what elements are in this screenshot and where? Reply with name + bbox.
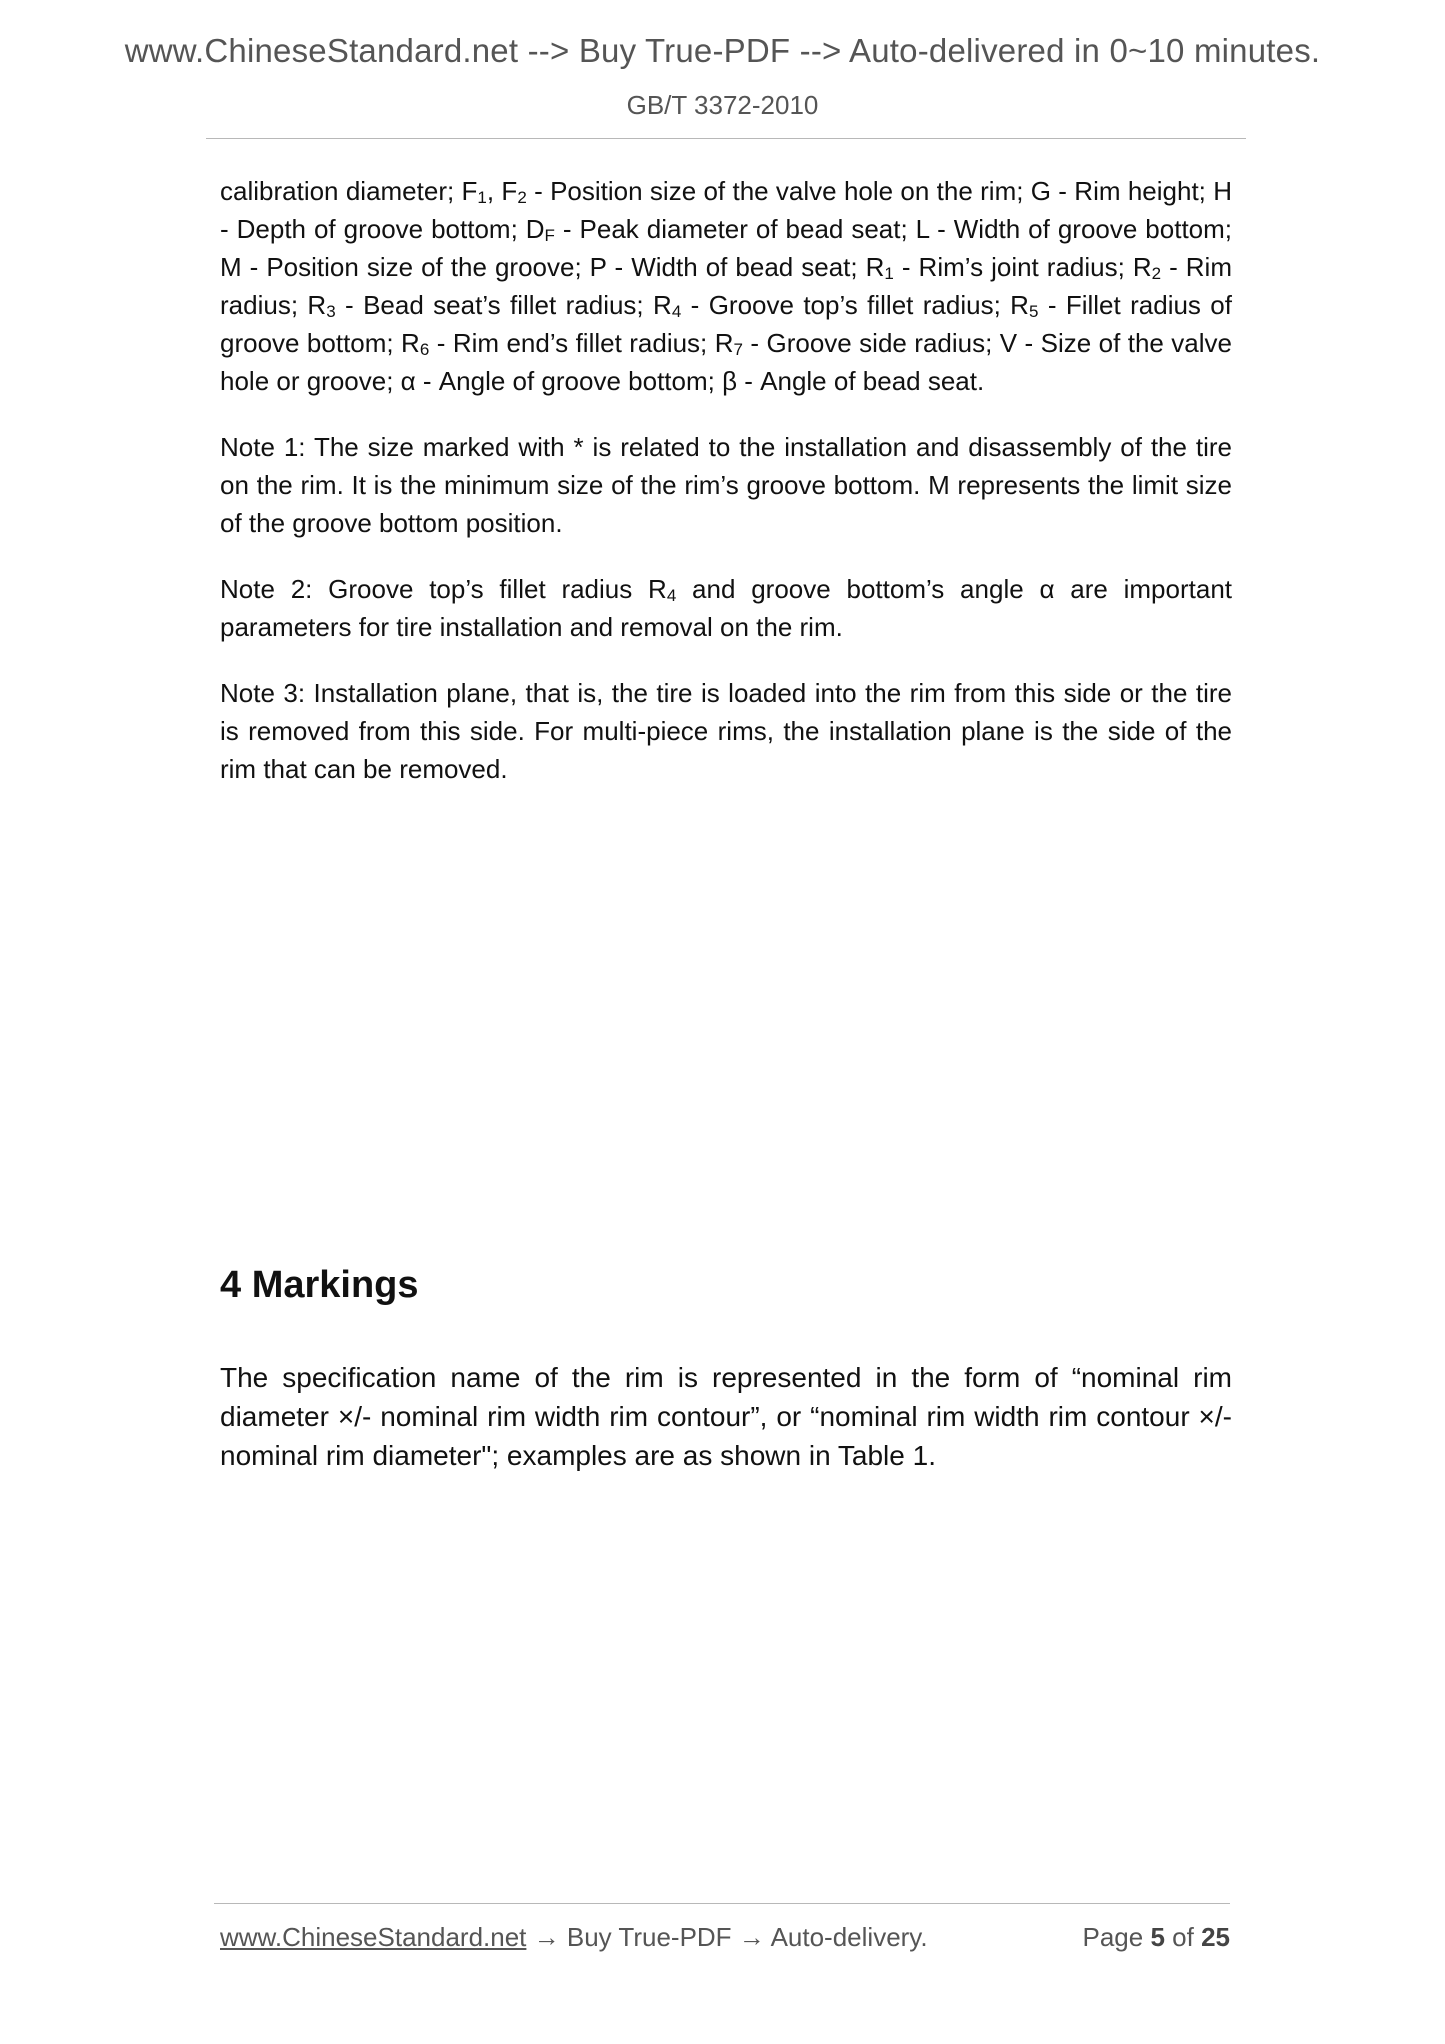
- section-body: The specification name of the rim is represented in the form of “nominal rim diameter ×/- nominal rim width rim contour”, or “nominal rim width rim contour ×/- nominal rim diameter"; examples are as shown in Table 1.: [220, 1362, 1232, 1471]
- top-banner: www.ChineseStandard.net --> Buy True-PDF --> Auto-delivered in 0~10 minutes.: [124, 32, 1321, 69]
- legend-text: calibration diameter; F: [220, 176, 478, 206]
- current-page: 5: [1150, 1922, 1165, 1952]
- subscript: 4: [666, 586, 677, 605]
- legend-text: - Bead seat’s fillet radius; R: [335, 290, 672, 320]
- legend-text: - Peak diameter of bead seat; L - Width of groove bottom; M - Position size of the groove; P - Width of bead seat; R: [220, 214, 1233, 282]
- subscript: 3: [326, 302, 336, 321]
- legend-text: - Fillet radius of groove bottom; R: [220, 290, 1232, 358]
- subscript: 7: [733, 340, 743, 359]
- legend-text: - Rim radius; R: [220, 252, 1232, 320]
- subscript: 6: [419, 340, 430, 359]
- footer-delivery-text: → Buy True-PDF → Auto-delivery.: [526, 1922, 928, 1952]
- footer-divider: [214, 1903, 1230, 1904]
- legend-text: - Rim end’s fillet radius; R: [429, 328, 734, 358]
- subscript: 2: [1151, 264, 1162, 283]
- note-2-text: and groove bottom’s angle α are important parameters for tire installation and removal on the rim.: [220, 574, 1233, 642]
- subscript: 5: [1028, 302, 1039, 321]
- of-label: of: [1172, 1922, 1194, 1952]
- document-body: [220, 172, 1232, 816]
- section-heading: 4 Markings: [220, 1264, 419, 1306]
- symbol-legend-paragraph: [220, 172, 1232, 400]
- page-label: Page: [1082, 1922, 1144, 1952]
- note-2: [220, 570, 1232, 646]
- subscript: 1: [477, 188, 487, 207]
- note-1: Note 1: The size marked with * is related to the installation and disassembly of the tire on the rim. It is the minimum size of the rim’s groove bottom. M represents the limit size of the groove bottom position.: [220, 432, 1232, 538]
- legend-text: - Groove side radius; V - Size of the valve hole or groove; α - Angle of groove bottom; β - Angle of bead seat.: [220, 328, 1233, 396]
- legend-text: - Groove top’s fillet radius; R: [681, 290, 1029, 320]
- subscript: F: [544, 226, 555, 245]
- legend-text: - Position size of the valve hole on the rim; G - Rim height; H - Depth of groove bottom; D: [220, 176, 1232, 244]
- footer-left: [220, 1922, 928, 1953]
- header-divider: [206, 138, 1246, 139]
- legend-text: - Rim’s joint radius; R: [893, 252, 1152, 282]
- legend-text: , F: [486, 176, 518, 206]
- footer-link[interactable]: www.ChineseStandard.net: [220, 1922, 527, 1952]
- subscript: 4: [671, 302, 682, 321]
- page-number-indicator: [1082, 1922, 1230, 1953]
- note-3: Note 3: Installation plane, that is, the tire is loaded into the rim from this side or the tire is removed from this side. For multi-piece rims, the installation plane is the side of the rim that can be removed.: [220, 678, 1232, 784]
- subscript: 2: [517, 188, 527, 207]
- standard-code: GB/T 3372-2010: [626, 90, 819, 120]
- note-2-text: Note 2: Groove top’s fillet radius R: [220, 574, 667, 604]
- total-pages: 25: [1201, 1922, 1230, 1952]
- subscript: 1: [884, 264, 894, 283]
- page-footer: [220, 1922, 1230, 1956]
